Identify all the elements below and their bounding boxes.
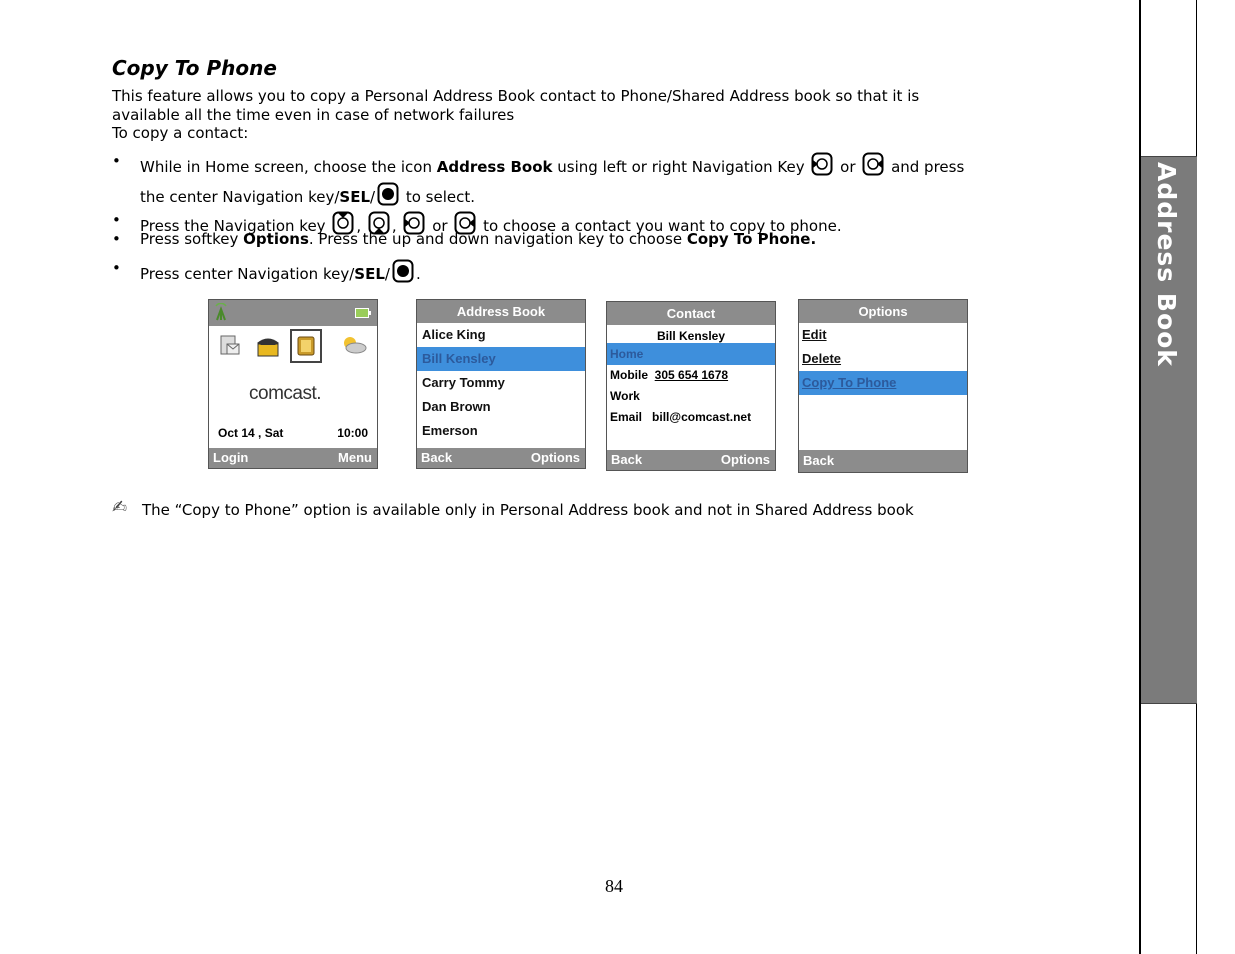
back-softkey[interactable]: Back [611, 452, 643, 467]
contact-list-item[interactable]: Bill Kensley [417, 347, 585, 371]
status-bar [209, 300, 377, 326]
intro-line-1: This feature allows you to copy a Personal Address Book contact to Phone/Shared Address book so that it is [112, 87, 920, 105]
page-number: 84 [605, 876, 623, 896]
softkey-bar [799, 450, 967, 472]
intro-line-2: available all the time even in case of network failures [112, 106, 515, 124]
email-address: bill@comcast.net [652, 410, 752, 424]
back-softkey[interactable]: Back [803, 453, 835, 468]
battery-icon [355, 308, 371, 318]
section-tab-label: Address Book [1152, 162, 1181, 367]
weather-icon [341, 336, 367, 354]
messages-icon [219, 334, 241, 358]
bullet-dot: • [112, 259, 121, 277]
step-2: • Press the Navigation key , , or to choose a contact you want to copy to phone. [112, 211, 842, 235]
intro-line-3: To copy a contact: [112, 124, 249, 142]
step-1-continued: the center Navigation key/SEL/ to select. [112, 182, 1020, 207]
home-date: Oct 14 , Sat [218, 426, 284, 440]
bullet-dot: • [112, 152, 121, 170]
softkey-bar [209, 448, 377, 468]
option-item[interactable]: Delete [802, 351, 842, 366]
contact-list-item[interactable]: Emerson [422, 423, 478, 438]
step-3: • Press softkey Options. Press the up and down navigation key to choose Copy To Phone. [112, 230, 817, 248]
address-book-icon [290, 329, 322, 363]
address-book-screen [416, 299, 586, 469]
brand-logo: comcast. [249, 383, 322, 404]
options-softkey[interactable]: Options [530, 450, 580, 465]
option-item[interactable]: Copy To Phone [799, 371, 967, 395]
login-softkey[interactable]: Login [213, 450, 249, 465]
note-text: The “Copy to Phone” option is available only in Personal Address book and not in Shared Address book [142, 501, 914, 519]
contact-name: Bill Kensley [656, 329, 726, 343]
mobile-number[interactable]: 305 654 1678 [654, 368, 729, 382]
contact-list-item[interactable]: Carry Tommy [422, 375, 505, 390]
work-field[interactable]: Work [610, 389, 640, 403]
back-softkey[interactable]: Back [421, 450, 453, 465]
step-1: • While in Home screen, choose the icon Address Book using left or right Navigation Key or and press [112, 152, 965, 176]
contact-list-item[interactable]: Dan Brown [422, 399, 491, 414]
home-time: 10:00 [337, 426, 368, 440]
pencil-note-icon: ✍ [112, 497, 128, 518]
note [112, 498, 914, 520]
section-title: Copy To Phone [112, 56, 277, 80]
screen-title: Contact [607, 302, 775, 325]
contact-screen [606, 301, 776, 471]
nav-center-icon [377, 182, 399, 206]
bullet-dot: • [112, 230, 121, 248]
contact-list [417, 323, 585, 443]
softkey-bar [417, 448, 585, 468]
contact-list-item[interactable]: Alice King [422, 327, 486, 342]
nav-center-icon [392, 259, 414, 283]
home-screen [208, 299, 378, 469]
mobile-field[interactable]: Mobile 305 654 1678 [610, 368, 729, 382]
options-list [799, 323, 967, 395]
phone-icon [255, 334, 281, 358]
step-4: • Press center Navigation key/SEL/ . [112, 259, 421, 283]
option-item[interactable]: Edit [802, 327, 827, 342]
nav-right-icon [862, 152, 884, 176]
home-field[interactable]: Home [607, 343, 775, 365]
options-softkey[interactable]: Options [720, 452, 770, 467]
email-field[interactable]: Email bill@comcast.net [610, 410, 752, 424]
bullet-dot: • [112, 211, 121, 229]
softkey-bar [607, 450, 775, 470]
screen-title: Address Book [417, 300, 585, 323]
menu-softkey[interactable]: Menu [338, 450, 372, 465]
screen-title: Options [799, 300, 967, 323]
nav-left-icon [811, 152, 833, 176]
signal-icon [213, 303, 229, 321]
options-screen [798, 299, 968, 473]
